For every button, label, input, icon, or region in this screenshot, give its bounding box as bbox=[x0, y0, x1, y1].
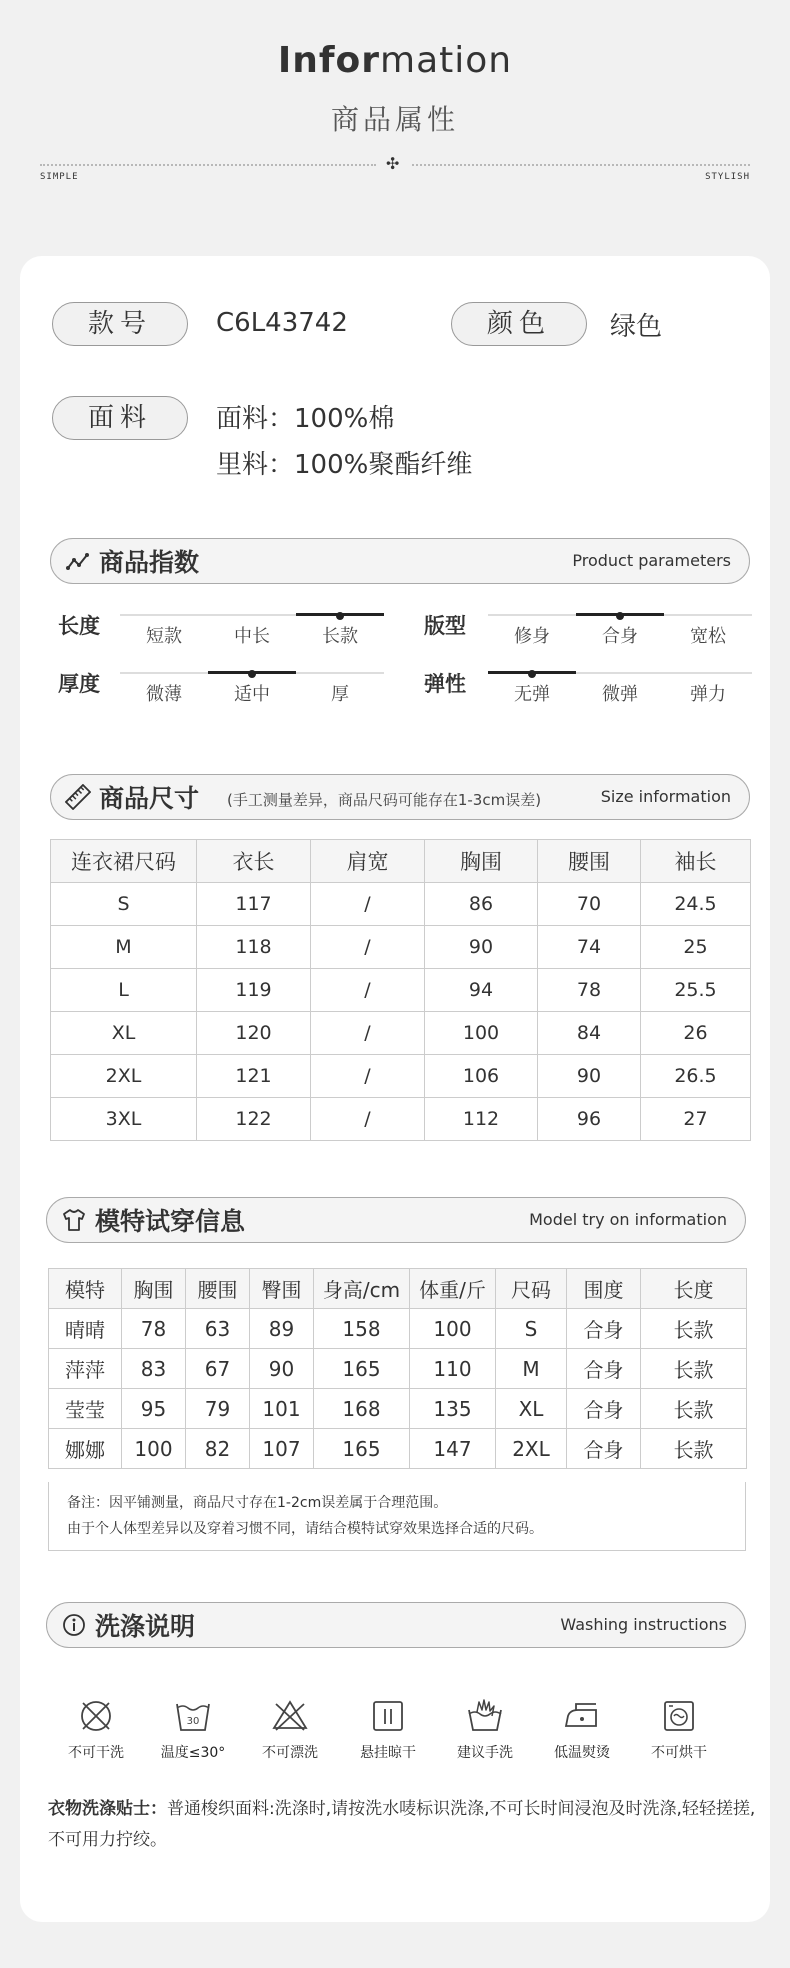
table-cell: 118 bbox=[197, 926, 311, 969]
table-cell: 74 bbox=[538, 926, 641, 969]
table-cell: 70 bbox=[538, 883, 641, 926]
fabric-line-lining: 里料：100%聚酯纤维 bbox=[216, 450, 473, 480]
size-information-header bbox=[50, 774, 750, 820]
table-cell: 娜娜 bbox=[49, 1429, 122, 1469]
product-parameters-header bbox=[50, 538, 750, 584]
fabric-line-outer: 面料：100%棉 bbox=[216, 404, 395, 434]
table-cell: 122 bbox=[197, 1098, 311, 1141]
table-cell: 63 bbox=[186, 1309, 250, 1349]
washing-instructions-header bbox=[46, 1602, 746, 1648]
table-cell: 165 bbox=[314, 1349, 410, 1389]
size-header-bust: 胸围 bbox=[425, 840, 538, 883]
fit-selected-dot bbox=[616, 612, 624, 620]
table-cell: 86 bbox=[425, 883, 538, 926]
table-cell: / bbox=[311, 1012, 425, 1055]
table-cell: XL bbox=[51, 1012, 197, 1055]
table-cell: 3XL bbox=[51, 1098, 197, 1141]
model-number-value: C6L43742 bbox=[216, 308, 348, 338]
table-cell: 94 bbox=[425, 969, 538, 1012]
table-cell: 119 bbox=[197, 969, 311, 1012]
size-header-waist: 腰围 bbox=[538, 840, 641, 883]
tshirt-icon bbox=[61, 1207, 87, 1233]
model-table-header bbox=[49, 1269, 747, 1309]
table-cell: 135 bbox=[410, 1389, 496, 1429]
model-header-name: 模特 bbox=[49, 1269, 122, 1309]
model-tryon-title: 模特试穿信息 bbox=[95, 1207, 246, 1236]
table-cell: 萍萍 bbox=[49, 1349, 122, 1389]
no-bleach-icon bbox=[270, 1696, 310, 1736]
elasticity-option-slight: 微弹 bbox=[602, 684, 638, 705]
table-cell: 莹莹 bbox=[49, 1389, 122, 1429]
model-note-line-2: 由于个人体型差异以及穿着习惯不同，请结合模特试穿效果选择合适的尺码。 bbox=[67, 1521, 543, 1537]
table-cell: 合身 bbox=[567, 1309, 641, 1349]
table-cell: 120 bbox=[197, 1012, 311, 1055]
table-cell: 101 bbox=[250, 1389, 314, 1429]
wash-item-hand-wash bbox=[439, 1696, 531, 1762]
table-cell: 78 bbox=[538, 969, 641, 1012]
table-cell: 25.5 bbox=[641, 969, 751, 1012]
washing-instructions-en: Washing instructions bbox=[560, 1615, 727, 1634]
table-cell: 100 bbox=[425, 1012, 538, 1055]
elasticity-selected-dot bbox=[528, 670, 536, 678]
table-cell: 长款 bbox=[641, 1389, 747, 1429]
table-cell: S bbox=[496, 1309, 567, 1349]
wash-30-icon bbox=[173, 1696, 213, 1736]
fit-option-regular: 合身 bbox=[602, 626, 638, 647]
ruler-icon bbox=[65, 784, 91, 810]
wash-label-30-degrees: 温度≤30° bbox=[160, 1745, 226, 1761]
table-cell: 24.5 bbox=[641, 883, 751, 926]
table-cell: 67 bbox=[186, 1349, 250, 1389]
model-tryon-en: Model try on information bbox=[529, 1210, 727, 1229]
table-cell: 106 bbox=[425, 1055, 538, 1098]
header-divider-right bbox=[412, 164, 750, 166]
table-cell: 26 bbox=[641, 1012, 751, 1055]
size-header-sleeve: 袖长 bbox=[641, 840, 751, 883]
size-header-size: 连衣裙尺码 bbox=[51, 840, 197, 883]
table-cell: 147 bbox=[410, 1429, 496, 1469]
header-title-bold: Infor bbox=[277, 40, 381, 81]
size-header-shoulder: 肩宽 bbox=[311, 840, 425, 883]
length-option-long: 长款 bbox=[322, 626, 358, 647]
model-header-size: 尺码 bbox=[496, 1269, 567, 1309]
elasticity-label: 弹性 bbox=[424, 672, 466, 696]
model-notes-box bbox=[48, 1482, 746, 1551]
header-title-cn: 商品属性 bbox=[330, 103, 459, 136]
wash-label-hand-wash: 建议手洗 bbox=[457, 1745, 513, 1761]
table-row bbox=[49, 1429, 747, 1469]
table-cell: 90 bbox=[425, 926, 538, 969]
table-cell: 2XL bbox=[496, 1429, 567, 1469]
table-cell: 长款 bbox=[641, 1309, 747, 1349]
model-tryon-header bbox=[46, 1197, 746, 1243]
table-row bbox=[51, 1012, 751, 1055]
table-cell: / bbox=[311, 926, 425, 969]
table-cell: / bbox=[311, 969, 425, 1012]
info-icon bbox=[61, 1612, 87, 1638]
header-divider-left bbox=[40, 164, 376, 166]
table-cell: 100 bbox=[410, 1309, 496, 1349]
table-cell: 112 bbox=[425, 1098, 538, 1141]
model-header-weight: 体重/斤 bbox=[410, 1269, 496, 1309]
table-cell: 121 bbox=[197, 1055, 311, 1098]
color-label: 颜色 bbox=[451, 302, 587, 346]
thickness-label: 厚度 bbox=[58, 672, 100, 696]
table-cell: M bbox=[51, 926, 197, 969]
table-cell: S bbox=[51, 883, 197, 926]
table-cell: 合身 bbox=[567, 1389, 641, 1429]
table-cell: 78 bbox=[122, 1309, 186, 1349]
fit-label: 版型 bbox=[424, 614, 466, 638]
table-cell: 95 bbox=[122, 1389, 186, 1429]
wash-item-no-bleach bbox=[244, 1696, 336, 1762]
model-header-hip: 臀围 bbox=[250, 1269, 314, 1309]
elasticity-option-stretch: 弹力 bbox=[690, 684, 726, 705]
table-cell: 25 bbox=[641, 926, 751, 969]
table-row bbox=[49, 1349, 747, 1389]
table-cell: 晴晴 bbox=[49, 1309, 122, 1349]
table-cell: / bbox=[311, 1098, 425, 1141]
wash-label-no-bleach: 不可漂洗 bbox=[262, 1745, 318, 1761]
length-option-mid: 中长 bbox=[234, 626, 270, 647]
model-header-height: 身高/cm bbox=[314, 1269, 410, 1309]
length-option-short: 短款 bbox=[146, 626, 182, 647]
wash-item-30-degrees bbox=[147, 1696, 239, 1762]
no-dry-clean-icon bbox=[76, 1696, 116, 1736]
trend-line-icon bbox=[65, 548, 91, 574]
washing-tip-text: 普通梭织面料:洗涤时,请按洗水唛标识洗涤,不可长时间浸泡及时洗涤,轻轻搓搓,不可用力拧绞。 bbox=[48, 1799, 756, 1850]
wash-item-low-iron bbox=[536, 1696, 628, 1762]
table-cell: 合身 bbox=[567, 1349, 641, 1389]
model-number-label: 款号 bbox=[52, 302, 188, 346]
size-header-length: 衣长 bbox=[197, 840, 311, 883]
table-cell: 168 bbox=[314, 1389, 410, 1429]
table-cell: 110 bbox=[410, 1349, 496, 1389]
wash-item-no-tumble-dry bbox=[633, 1696, 725, 1762]
table-cell: 165 bbox=[314, 1429, 410, 1469]
wash-label-low-iron: 低温熨烫 bbox=[554, 1745, 610, 1761]
ornament-icon: ✣ bbox=[386, 154, 400, 173]
table-cell: L bbox=[51, 969, 197, 1012]
header-title-light: mation bbox=[380, 40, 513, 81]
table-cell: 83 bbox=[122, 1349, 186, 1389]
wash-item-hang-dry bbox=[342, 1696, 434, 1762]
model-header-bust: 胸围 bbox=[122, 1269, 186, 1309]
size-information-note: (手工测量差异，商品尺码可能存在1-3cm误差) bbox=[227, 791, 542, 809]
fabric-label: 面料 bbox=[52, 396, 188, 440]
size-information-en: Size information bbox=[600, 787, 731, 806]
table-row bbox=[51, 1098, 751, 1141]
thickness-option-medium: 适中 bbox=[234, 684, 270, 705]
wash-item-no-dry-clean bbox=[50, 1696, 142, 1762]
thickness-option-thick: 厚 bbox=[331, 684, 349, 705]
product-parameters-en: Product parameters bbox=[572, 551, 731, 570]
size-information-title: 商品尺寸 bbox=[99, 784, 200, 813]
size-table bbox=[50, 839, 751, 1141]
table-cell: 90 bbox=[250, 1349, 314, 1389]
wash-label-no-tumble-dry: 不可烘干 bbox=[651, 1745, 707, 1761]
washing-tip-label: 衣物洗涤贴士： bbox=[48, 1799, 167, 1819]
wash-label-hang-dry: 悬挂晾干 bbox=[360, 1745, 416, 1761]
table-cell: 长款 bbox=[641, 1349, 747, 1389]
table-cell: 27 bbox=[641, 1098, 751, 1141]
table-cell: 90 bbox=[538, 1055, 641, 1098]
table-cell: 89 bbox=[250, 1309, 314, 1349]
table-cell: 158 bbox=[314, 1309, 410, 1349]
table-cell: 84 bbox=[538, 1012, 641, 1055]
washing-instructions-title: 洗涤说明 bbox=[95, 1612, 196, 1641]
table-cell: 26.5 bbox=[641, 1055, 751, 1098]
header-right-word: STYLISH bbox=[705, 172, 750, 182]
model-header-length: 长度 bbox=[641, 1269, 747, 1309]
model-header-fit: 围度 bbox=[567, 1269, 641, 1309]
table-cell: 96 bbox=[538, 1098, 641, 1141]
table-cell: 79 bbox=[186, 1389, 250, 1429]
table-cell: XL bbox=[496, 1389, 567, 1429]
fit-option-slim: 修身 bbox=[514, 626, 550, 647]
thickness-option-thin: 微薄 bbox=[146, 684, 182, 705]
hang-dry-icon bbox=[368, 1696, 408, 1736]
table-cell: 合身 bbox=[567, 1429, 641, 1469]
table-cell: 2XL bbox=[51, 1055, 197, 1098]
table-row bbox=[51, 1055, 751, 1098]
thickness-selected-dot bbox=[248, 670, 256, 678]
length-label: 长度 bbox=[58, 614, 100, 638]
size-table-header bbox=[51, 840, 751, 883]
model-header-waist: 腰围 bbox=[186, 1269, 250, 1309]
table-row bbox=[51, 969, 751, 1012]
table-cell: / bbox=[311, 1055, 425, 1098]
no-tumble-dry-icon bbox=[659, 1696, 699, 1736]
table-cell: 100 bbox=[122, 1429, 186, 1469]
washing-tip bbox=[48, 1794, 758, 1856]
table-cell: 长款 bbox=[641, 1429, 747, 1469]
model-table bbox=[48, 1268, 747, 1469]
table-row bbox=[51, 883, 751, 926]
header-left-word: SIMPLE bbox=[40, 172, 79, 182]
header-title-en bbox=[0, 40, 790, 81]
elasticity-option-none: 无弹 bbox=[514, 684, 550, 705]
table-cell: M bbox=[496, 1349, 567, 1389]
product-parameters-title: 商品指数 bbox=[99, 548, 200, 577]
table-cell: / bbox=[311, 883, 425, 926]
wash-label-no-dry-clean: 不可干洗 bbox=[68, 1745, 124, 1761]
color-value: 绿色 bbox=[610, 312, 663, 342]
hand-wash-icon bbox=[465, 1696, 505, 1736]
model-note-line-1: 备注：因平铺测量，商品尺寸存在1-2cm误差属于合理范围。 bbox=[67, 1495, 448, 1511]
table-cell: 117 bbox=[197, 883, 311, 926]
table-row bbox=[49, 1309, 747, 1349]
low-iron-icon bbox=[562, 1696, 602, 1736]
table-cell: 107 bbox=[250, 1429, 314, 1469]
wash-temp-badge: 30 bbox=[186, 1716, 200, 1727]
fit-option-loose: 宽松 bbox=[690, 626, 726, 647]
table-cell: 82 bbox=[186, 1429, 250, 1469]
length-selected-dot bbox=[336, 612, 344, 620]
table-row bbox=[49, 1389, 747, 1429]
table-row bbox=[51, 926, 751, 969]
